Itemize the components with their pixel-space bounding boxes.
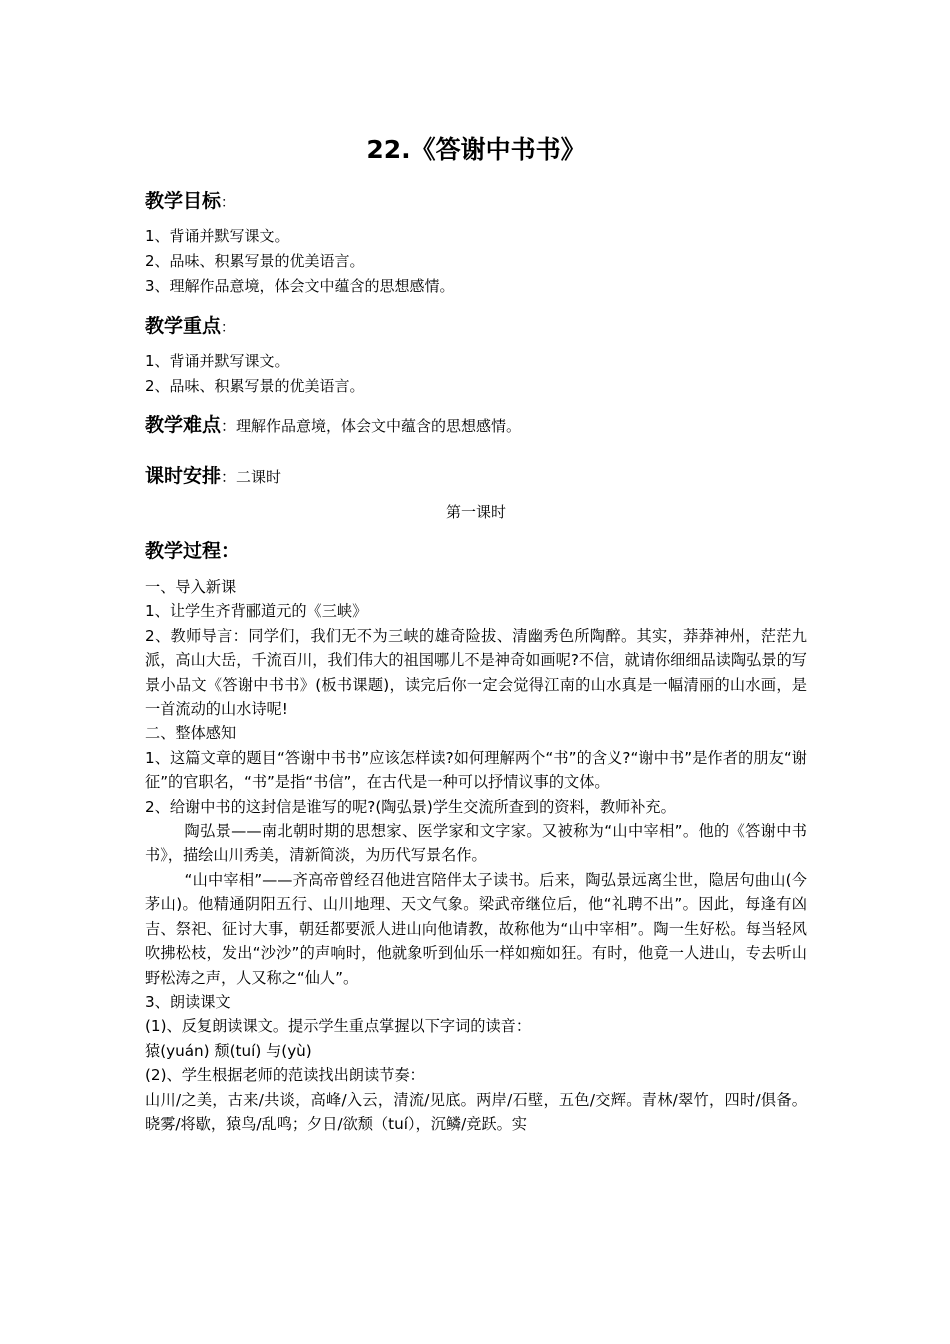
list-item: 2、品味、积累写景的优美语言。 — [145, 377, 365, 395]
paragraph: 3、朗读课文 — [145, 992, 231, 1011]
paragraph: 山川/之美，古来/共谈，高峰/入云，清流/见底。两岸/石壁，五色/交辉。青林/翠竹，四时/俱备。晓雾/将歇，猿鸟/乱鸣；夕日/欲颓（tuí），沉鳞/竞跃。实 — [145, 1090, 807, 1133]
key-points-heading — [145, 313, 235, 341]
paragraph: 2、给谢中书的这封信是谁写的呢?(陶弘景)学生交流所查到的资料，教师补充。 — [145, 797, 676, 816]
process-body — [145, 575, 807, 1136]
objectives-heading-colon: ： — [221, 195, 236, 211]
list-item: 1、背诵并默写课文。 — [145, 352, 290, 370]
paragraph: “山中宰相”——齐高帝曾经召他进宫陪伴太子读书。后来，陶弘景远离尘世，隐居句曲山(今茅山)。他精通阴阳五行、山川地理、天文气象。梁武帝继位后，他“礼聘不出”。因此，每逢有凶吉、祭祀、征讨大事，朝廷都要派人进山向他请教，故称他为“山中宰相”。陶一生好松。每当轻风吹拂松枝，发出“沙沙”的声响时，他就象听到仙乐一样如痴如狂。有时，他竟一人进山，专去听山野松涛之声，人又称之“仙人”。 — [145, 870, 807, 987]
schedule-line — [145, 463, 281, 490]
difficulty-line — [145, 412, 521, 439]
paragraph: 陶弘景——南北朝时期的思想家、医学家和文字家。又被称为“山中宰相”。他的《答谢中书书》，描绘山川秀美，清新简淡，为历代写景名作。 — [145, 822, 807, 865]
document-title: 22.《答谢中书书》 — [366, 135, 586, 164]
paragraph: 二、整体感知 — [145, 724, 237, 743]
paragraph: 猿(yuán) 颓(tuí) 与(yù) — [145, 1041, 312, 1060]
key-points-heading-colon: ： — [221, 320, 236, 336]
key-points-list — [145, 349, 365, 399]
difficulty-text: 理解作品意境，体会文中蕴含的思想感情。 — [236, 417, 522, 435]
paragraph: (1)、反复朗读课文。提示学生重点掌握以下字词的读音： — [145, 1017, 532, 1036]
paragraph: (2)、学生根据老师的范读找出朗读节奏： — [145, 1066, 425, 1085]
list-item: 2、品味、积累写景的优美语言。 — [145, 252, 365, 270]
objectives-heading — [145, 188, 235, 216]
key-points-heading-text: 教学重点 — [145, 315, 222, 337]
schedule-colon: ： — [221, 468, 237, 486]
paragraph: 2、教师导言：同学们，我们无不为三峡的雄奇险拔、清幽秀色所陶醉。其实，莽莽神州，茫茫九派，高山大岳，千流百川，我们伟大的祖国哪儿不是神奇如画呢?不信，就请你细细品读陶弘景的写景小品文《答谢中书书》(板书课题)，读完后你一定会觉得江南的山水真是一幅清丽的山水画，是一首流动的山水诗呢! — [145, 626, 807, 719]
schedule-heading: 课时安排 — [145, 465, 222, 487]
difficulty-heading: 教学难点 — [145, 414, 222, 436]
lesson-label: 第一课时 — [445, 503, 506, 521]
list-item: 3、理解作品意境，体会文中蕴含的思想感情。 — [145, 277, 455, 295]
objectives-heading-text: 教学目标 — [145, 190, 222, 212]
difficulty-colon: ： — [221, 417, 237, 435]
paragraph: 1、让学生齐背郦道元的《三峡》 — [145, 602, 368, 621]
list-item: 1、背诵并默写课文。 — [145, 227, 290, 245]
paragraph: 1、这篇文章的题目“答谢中书书”应该怎样读?如何理解两个“书”的含义?“谢中书”是作者的朋友“谢征”的官职名，“书”是指“书信”，在古代是一种可以抒情议事的文体。 — [145, 748, 807, 792]
process-heading: 教学过程： — [145, 540, 241, 562]
objectives-list — [145, 224, 455, 299]
paragraph: 一、导入新课 — [145, 578, 237, 596]
schedule-text: 二课时 — [236, 468, 282, 486]
